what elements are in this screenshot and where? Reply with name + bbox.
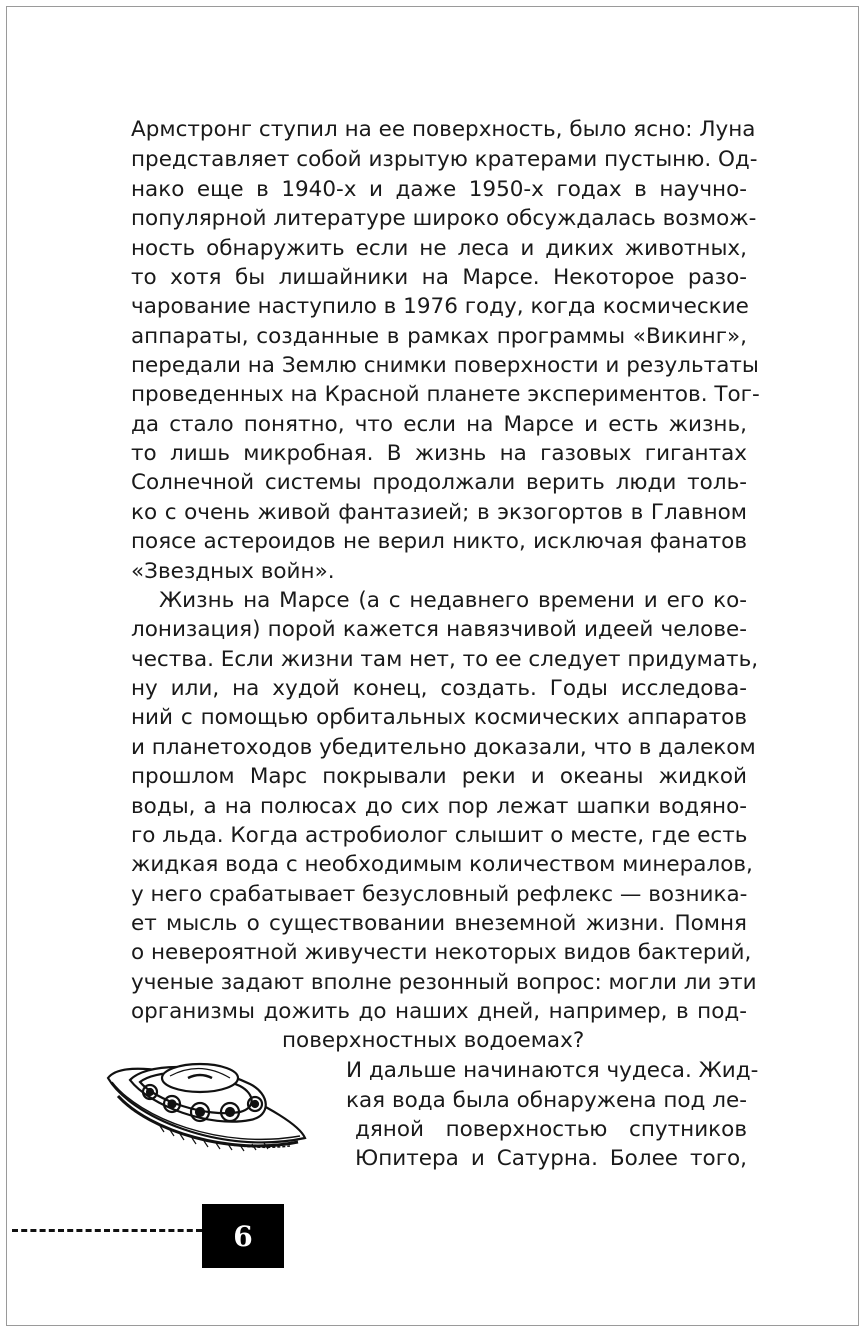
text-line: ко с очень живой фантазией; в экзогортов в Главном bbox=[131, 500, 747, 525]
text-line: поверхностных водоемах? bbox=[282, 1028, 585, 1053]
text-line: то лишь микробная. В жизнь на газовых гигантах bbox=[131, 441, 747, 466]
text-line: Жизнь на Марсе (а с недавнего времени и его ко- bbox=[159, 588, 747, 613]
text-line: кая вода была обнаружена под ле- bbox=[346, 1088, 747, 1113]
text-line: ну или, на худой конец, создать. Годы исследова- bbox=[131, 676, 747, 701]
text-line: у него срабатывает безусловный рефлекс — возника- bbox=[131, 882, 748, 907]
text-line: прошлом Марс покрывали реки и океаны жидкой bbox=[131, 764, 747, 789]
text-line: то хотя бы лишайники на Марсе. Некоторое разо- bbox=[131, 265, 747, 290]
text-line: чарование наступило в 1976 году, когда космические bbox=[131, 294, 749, 319]
text-line: организмы дожить до наших дней, например, в под- bbox=[131, 999, 747, 1024]
text-line: И дальше начинаются чудеса. Жид- bbox=[346, 1058, 759, 1083]
text-line: воды, а на полюсах до сих пор лежат шапки водяно- bbox=[131, 794, 747, 819]
ufo-icon bbox=[100, 1056, 312, 1166]
text-line: поясе астероидов не верил никто, исключая фанатов bbox=[131, 529, 747, 554]
text-line: ний с помощью орбитальных космических аппаратов bbox=[131, 705, 747, 730]
text-line: о невероятной живучести некоторых видов бактерий, bbox=[131, 940, 752, 965]
text-line: популярной литературе широко обсуждалась возмож- bbox=[131, 206, 757, 231]
page-number: 6 bbox=[202, 1204, 284, 1268]
text-line: передали на Землю снимки поверхности и результаты bbox=[131, 353, 759, 378]
text-line: проведенных на Красной планете экспериментов. Тог- bbox=[131, 382, 760, 407]
text-line: «Звездных войн». bbox=[131, 559, 335, 584]
text-line: Армстронг ступил на ее поверхность, было ясно: Луна bbox=[131, 117, 756, 142]
text-line: жидкая вода с необходимым количеством минералов, bbox=[131, 852, 753, 877]
text-line: да стало понятно, что если на Марсе и есть жизнь, bbox=[131, 412, 747, 437]
text-line: представляет собой изрытую кратерами пустыню. Од- bbox=[131, 147, 758, 172]
text-line: Юпитера и Сатурна. Более того, bbox=[355, 1146, 747, 1171]
text-line: лонизация) порой кажется навязчивой идеей челове- bbox=[131, 617, 747, 642]
footer-dashed-rule bbox=[12, 1229, 202, 1232]
text-line: ученые задают вполне резонный вопрос: могли ли эти bbox=[131, 970, 757, 995]
text-line: нако еще в 1940-х и даже 1950-х годах в научно- bbox=[131, 177, 747, 202]
text-line: Солнечной системы продолжали верить люди толь- bbox=[131, 470, 747, 495]
text-line: и планетоходов убедительно доказали, что в далеком bbox=[131, 735, 756, 760]
text-line: аппараты, созданные в рамках программы «Викинг», bbox=[131, 324, 747, 349]
text-line: чества. Если жизни там нет, то ее следует придумать, bbox=[131, 647, 759, 672]
text-line: дяной поверхностью спутников bbox=[355, 1117, 747, 1142]
text-line: ет мысль о существовании внеземной жизни. Помня bbox=[131, 911, 747, 936]
text-line: ность обнаружить если не леса и диких животных, bbox=[131, 236, 747, 261]
text-line: го льда. Когда астробиолог слышит о месте, где есть bbox=[131, 823, 748, 848]
